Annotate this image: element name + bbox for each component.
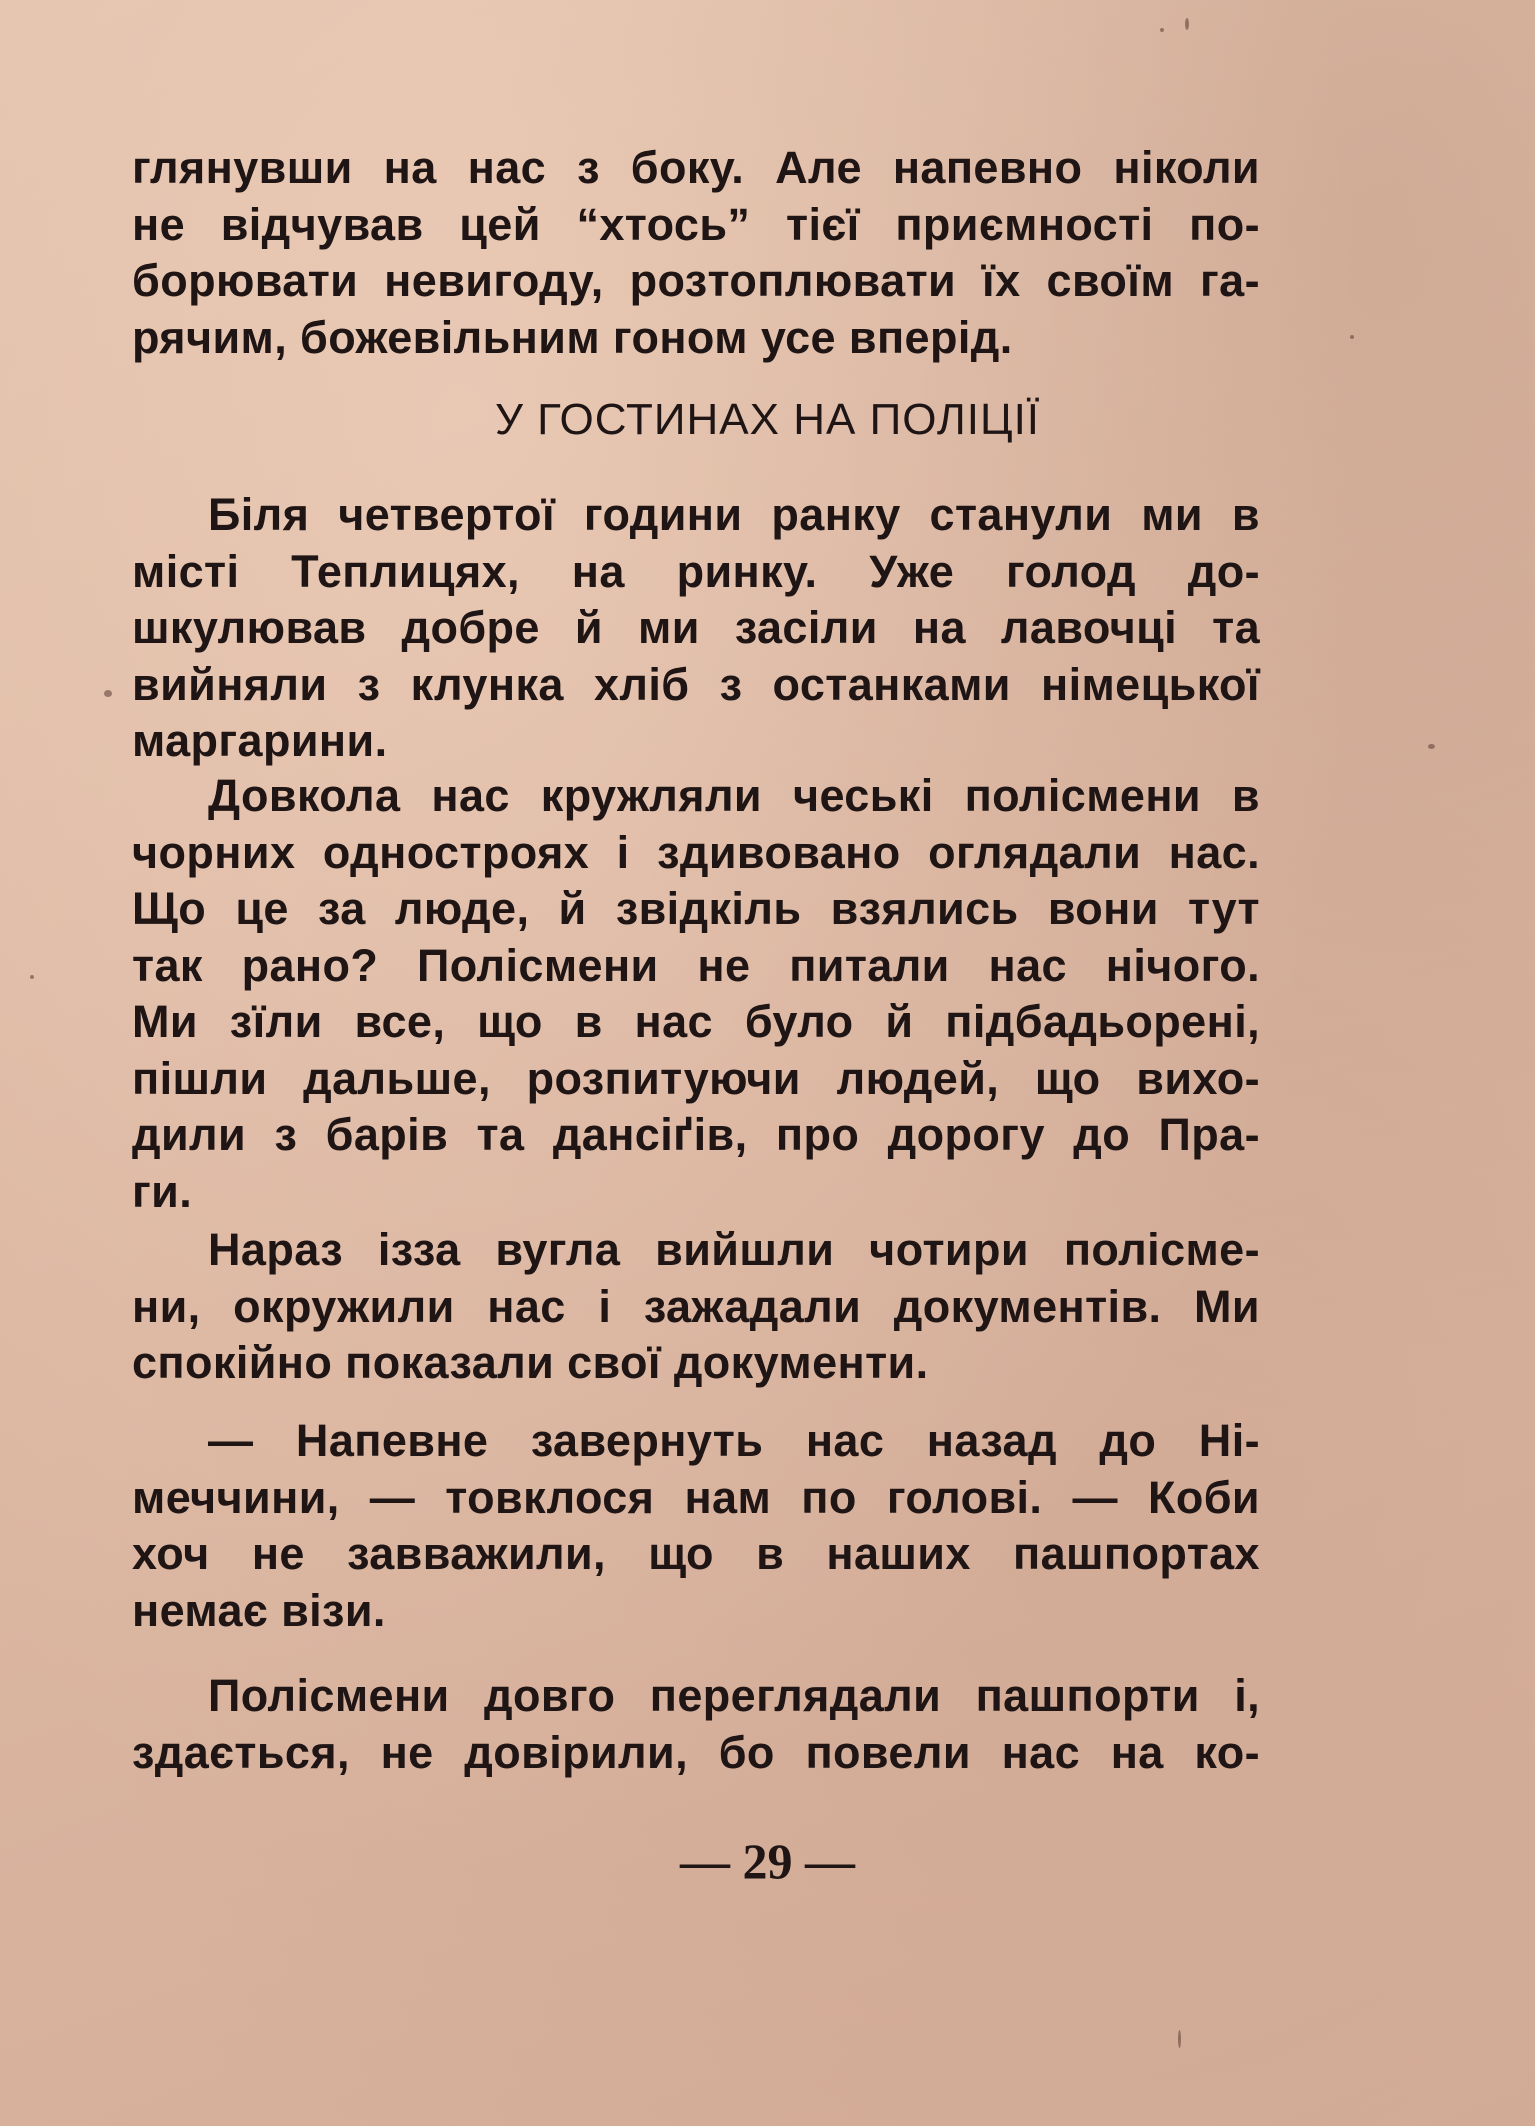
text-line: Довкола нас кружляли чеські полісмени в — [208, 770, 1260, 821]
continuation-paragraph — [132, 140, 1260, 366]
paragraph — [132, 1413, 1260, 1639]
section-heading: У ГОСТИНАХ НА ПОЛІЦІЇ — [494, 395, 1041, 444]
text-line: здається, не довірили, бо повели нас на ко- — [132, 1726, 1260, 1778]
text-line: шкулював добре й ми засіли на лавочці та — [132, 602, 1260, 653]
paper-speck — [104, 690, 112, 697]
text-line: вийняли з клунка хліб з останками німецької — [132, 658, 1260, 710]
paper-speck — [1178, 2030, 1181, 2048]
text-line: Що це за люде, й звідкіль взялись вони тут — [132, 883, 1260, 934]
text-line: — Напевне завернуть нас назад до Ні- — [208, 1415, 1260, 1466]
paper-speck — [1428, 744, 1435, 749]
text-line: дили з барів та дансіґів, про дорогу до Пра- — [132, 1109, 1260, 1160]
text-line: чорних одностроях і здивовано оглядали нас. — [132, 826, 1260, 878]
text-line: маргарини. — [132, 715, 388, 766]
paragraph — [132, 1222, 1260, 1392]
page-number: — 29 — — [680, 1833, 855, 1889]
paper-speck — [1160, 28, 1164, 32]
paper-speck — [1350, 335, 1354, 339]
text-line: Ми зїли все, що в нас було й підбадьорені, — [132, 996, 1260, 1047]
paragraph — [132, 487, 1260, 770]
text-line: Полісмени довго переглядали пашпорти і, — [208, 1670, 1260, 1721]
text-line: меччини, — товклося нам по голові. — Коби — [132, 1471, 1260, 1523]
paper-speck — [1185, 18, 1189, 30]
text-line: Нараз ізза вугла вийшли чотири полісме- — [208, 1224, 1260, 1275]
text-line: Біля четвертої години ранку станули ми в — [208, 489, 1260, 540]
text-line: пішли дальше, розпитуючи людей, що вихо- — [132, 1052, 1260, 1104]
text-line: ги. — [132, 1165, 193, 1217]
text-line: місті Теплицях, на ринку. Уже голод до- — [132, 545, 1260, 597]
text-line: не відчував цей “хтось” тієї приємності по- — [132, 198, 1260, 250]
text-line: спокійно показали свої документи. — [132, 1337, 929, 1388]
text-line: так рано? Полісмени не питали нас нічого. — [132, 939, 1260, 991]
text-line: немає візи. — [132, 1584, 386, 1636]
paper-speck — [30, 975, 34, 979]
text-line: ни, окружили нас і зажадали документів. Ми — [132, 1280, 1260, 1332]
text-line: рячим, божевільним гоном усе вперід. — [132, 311, 1013, 363]
paragraph — [132, 768, 1260, 1220]
paragraph — [132, 1668, 1260, 1781]
text-line: хоч не завважили, що в наших пашпортах — [132, 1528, 1260, 1579]
text-line: борювати невигоду, розтоплювати їх своїм га- — [132, 255, 1260, 306]
text-line: глянувши на нас з боку. Але напевно ніколи — [132, 142, 1260, 193]
